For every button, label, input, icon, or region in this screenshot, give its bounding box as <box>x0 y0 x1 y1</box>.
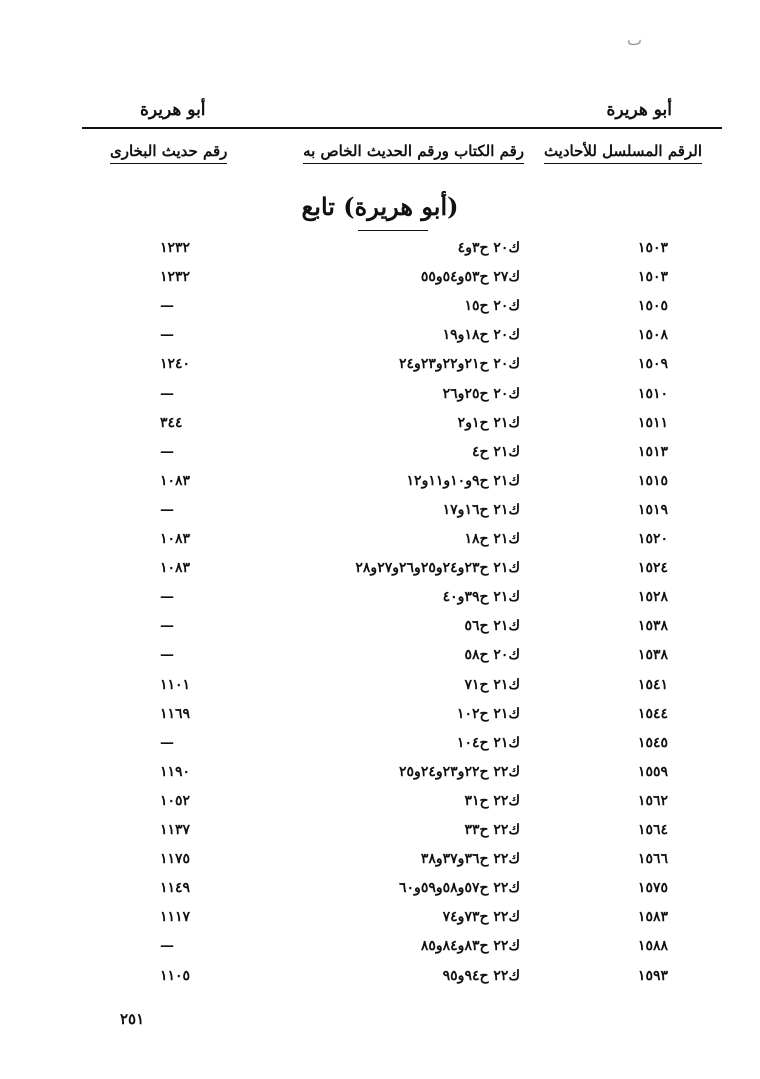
bukhari-cell: ١١٧٥ <box>160 851 191 868</box>
serial-cell: ١٥١٥ <box>637 472 668 489</box>
serial-cell: ١٥١٠ <box>637 385 668 402</box>
serial-cell: ١٥١٣ <box>637 443 668 460</box>
book-cell: ك٢١ ح٤ <box>471 443 520 460</box>
bukhari-cell: ١٠٥٢ <box>160 792 191 809</box>
serial-cell: ١٥٠٥ <box>637 298 668 315</box>
bukhari-cell: ١١٠١ <box>160 676 191 693</box>
bukhari-cell: ١١٠٥ <box>160 967 191 984</box>
serial-cell: ١٥٠٣ <box>637 269 668 286</box>
bukhari-cell: ٣٤٤ <box>160 414 183 431</box>
bukhari-cell: ١١١٧ <box>160 909 191 926</box>
serial-cell: ١٥٦٦ <box>637 851 668 868</box>
table-row <box>0 415 760 442</box>
book-cell: ك٢٠ ح١٥ <box>464 298 520 315</box>
book-cell: ك٢٢ ح٣٣ <box>464 822 520 838</box>
column-header-serial: الرقم المسلسل للأحاديث <box>544 142 702 164</box>
table-row <box>0 473 760 500</box>
serial-cell: ١٥٤١ <box>637 676 668 693</box>
serial-cell: ١٥٣٨ <box>637 618 668 635</box>
table-row <box>0 589 760 616</box>
column-header-book: رقم الكتاب ورقم الحديث الخاص به <box>303 142 524 164</box>
section-title: (أبو هريرة) تابع <box>301 192 459 221</box>
serial-cell: ١٥٨٣ <box>637 909 668 926</box>
bukhari-cell: — <box>160 385 174 402</box>
table-row <box>0 647 760 674</box>
bukhari-cell: — <box>160 501 174 518</box>
book-cell: ك٢١ ح١٠٢ <box>456 705 520 722</box>
bukhari-cell: ١٠٨٣ <box>160 560 191 577</box>
serial-cell: ١٥٩٣ <box>637 967 668 984</box>
table-row <box>0 560 760 587</box>
book-cell: ك٢١ ح١٠٤ <box>456 734 520 751</box>
table-row <box>0 822 760 849</box>
book-cell: ك٢٢ ح٣٦و٣٧و٣٨ <box>420 851 520 868</box>
table-row <box>0 793 760 820</box>
table-row <box>0 706 760 733</box>
bukhari-cell: ١٢٤٠ <box>160 356 191 373</box>
serial-cell: ١٥٥٩ <box>637 763 668 780</box>
serial-cell: ١٥٣٨ <box>637 647 668 664</box>
serial-cell: ١٥٦٢ <box>637 792 668 809</box>
bukhari-cell: ١١٩٠ <box>160 763 191 780</box>
serial-cell: ١٥٢٠ <box>637 531 668 547</box>
bukhari-cell: — <box>160 443 174 460</box>
serial-cell: ١٥١١ <box>637 414 668 431</box>
book-cell: ك٢٧ ح٥٣و٥٤و٥٥ <box>420 269 520 286</box>
running-header-left: أبو هريرة <box>140 100 206 120</box>
bukhari-cell: ١٢٣٢ <box>160 240 191 256</box>
serial-cell: ١٥٧٥ <box>637 880 668 897</box>
table-row <box>0 444 760 471</box>
margin-mark: ٮ <box>626 30 642 49</box>
section-title-rule <box>358 230 428 231</box>
book-cell: ك٢٢ ح٧٣و٧٤ <box>442 909 520 926</box>
book-cell: ك٢٢ ح٩٤و٩٥ <box>442 967 520 984</box>
serial-cell: ١٥٢٤ <box>637 560 668 577</box>
table-row <box>0 502 760 529</box>
table-row <box>0 618 760 645</box>
book-cell: ك٢٠ ح٥٨ <box>464 647 520 664</box>
book-cell: ك٢٢ ح٣١ <box>464 792 520 809</box>
book-cell: ك٢٠ ح١٨و١٩ <box>442 327 520 344</box>
table-row <box>0 531 760 558</box>
table-row <box>0 764 760 791</box>
bukhari-cell: ١٠٨٣ <box>160 472 191 489</box>
running-header-right: أبو هريرة <box>606 100 672 120</box>
book-cell: ك٢٠ ح٢١و٢٢و٢٣و٢٤ <box>399 356 520 373</box>
bukhari-cell: ١١٣٧ <box>160 822 191 838</box>
serial-cell: ١٥١٩ <box>637 501 668 518</box>
book-cell: ك٢١ ح١٨ <box>464 531 520 547</box>
book-cell: ك٢١ ح٣٩و٤٠ <box>442 589 520 606</box>
book-cell: ك٢١ ح٢٣و٢٤و٢٥و٢٦و٢٧و٢٨ <box>355 560 520 577</box>
bukhari-cell: — <box>160 734 174 751</box>
bukhari-cell: ١٢٣٢ <box>160 269 191 286</box>
book-cell: ك٢٠ ح٢٥و٢٦ <box>442 385 520 402</box>
header-rule <box>82 127 722 129</box>
bukhari-cell: ١٠٨٣ <box>160 531 191 547</box>
table-row <box>0 327 760 354</box>
book-cell: ك٢٢ ح٨٣و٨٤و٨٥ <box>420 938 520 955</box>
column-header-bukhari: رقم حديث البخارى <box>110 142 227 164</box>
book-cell: ك٢١ ح١و٢ <box>457 414 520 431</box>
book-cell: ك٢١ ح٩و١٠و١١و١٢ <box>406 472 520 489</box>
table-row <box>0 240 760 267</box>
table-row <box>0 909 760 936</box>
bukhari-cell: — <box>160 938 174 955</box>
serial-cell: ١٥٠٩ <box>637 356 668 373</box>
serial-cell: ١٥٢٨ <box>637 589 668 606</box>
serial-cell: ١٥٤٥ <box>637 734 668 751</box>
table-row <box>0 356 760 383</box>
book-cell: ك٢٠ ح٣و٤ <box>457 240 520 256</box>
table-row <box>0 735 760 762</box>
book-cell: ك٢١ ح٧١ <box>464 676 520 693</box>
bukhari-cell: — <box>160 327 174 344</box>
bukhari-cell: — <box>160 647 174 664</box>
page-number: ٢٥١ <box>120 1010 145 1028</box>
table-row <box>0 677 760 704</box>
table-row <box>0 938 760 965</box>
book-cell: ك٢١ ح١٦و١٧ <box>442 501 520 518</box>
serial-cell: ١٥٦٤ <box>637 822 668 838</box>
table-row <box>0 851 760 878</box>
serial-cell: ١٥٤٤ <box>637 705 668 722</box>
table-row <box>0 880 760 907</box>
bukhari-cell: ١١٤٩ <box>160 880 191 897</box>
table-row <box>0 269 760 296</box>
serial-cell: ١٥٠٨ <box>637 327 668 344</box>
bukhari-cell: — <box>160 618 174 635</box>
serial-cell: ١٥٨٨ <box>637 938 668 955</box>
book-cell: ك٢١ ح٥٦ <box>464 618 520 635</box>
table-row <box>0 386 760 413</box>
book-cell: ك٢٢ ح٢٢و٢٣و٢٤و٢٥ <box>399 763 520 780</box>
book-cell: ك٢٢ ح٥٧و٥٨و٥٩و٦٠ <box>399 880 520 897</box>
bukhari-cell: — <box>160 298 174 315</box>
table-row <box>0 968 760 995</box>
table-row <box>0 298 760 325</box>
serial-cell: ١٥٠٣ <box>637 240 668 256</box>
bukhari-cell: — <box>160 589 174 606</box>
bukhari-cell: ١١٦٩ <box>160 705 191 722</box>
